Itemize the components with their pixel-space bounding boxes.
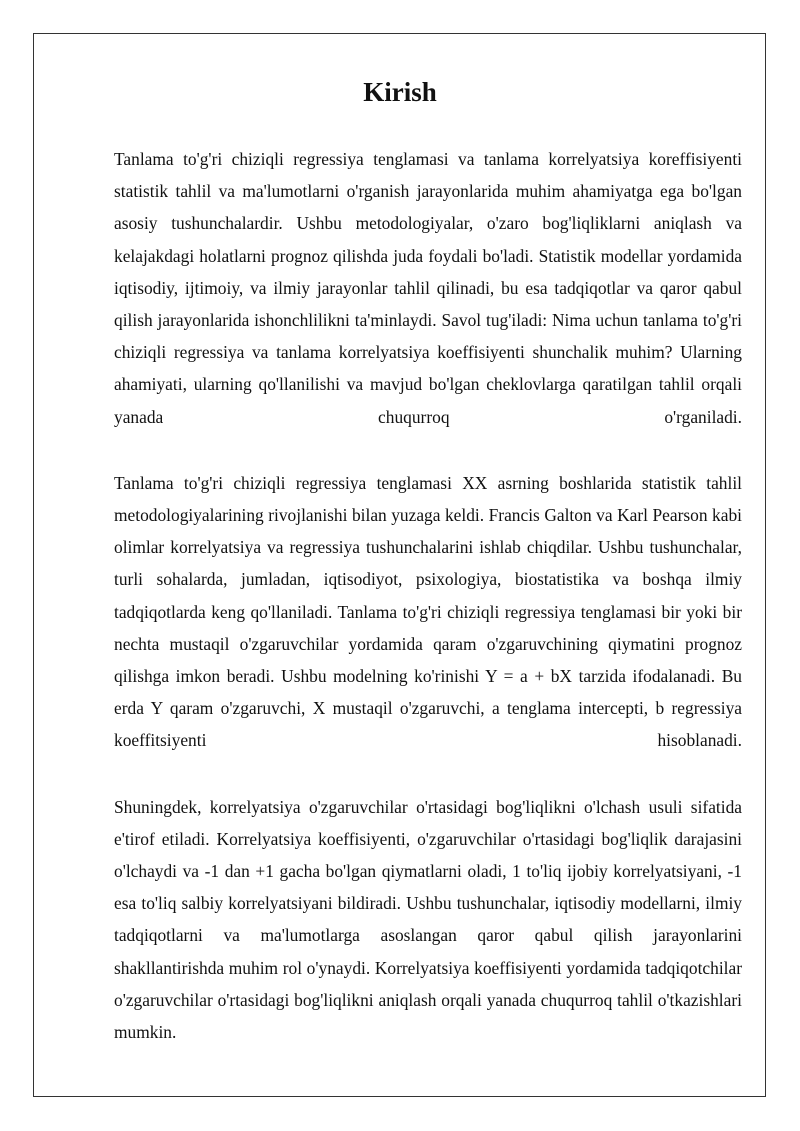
page-title: Kirish (363, 77, 437, 107)
paragraph-correlation: Shuningdek, korrelyatsiya o'zgaruvchilar o'rtasidagi bog'liqlikni o'lchash usuli sifatida e'tirof etiladi. Korrelyatsiya koeffisiyenti, o'zgaruvchilar o'rtasidagi bog'liqlik darajasini o'lchaydi va -1 dan +1 gacha bo'lgan qiymatlarni oladi, 1 to'liq ijobiy korrelyatsiyani, -1 esa to'liq salbiy korrelyatsiyani bildiradi. Ushbu tushunchalar, iqtisodiy modellarni, ilmiy tadqiqotlarni va ma'lumotlarga asoslangan qaror qabul qilish jarayonlarini shakllantirishda muhim rol o'ynaydi. Korrelyatsiya koeffisiyenti yordamida tadqiqotchilar o'zgaruvchilar o'rtasidagi bog'liqlikni aniqlash orqali yanada chuqurroq tahlil o'tkazishlari mumkin. (114, 796, 742, 1043)
paragraph-history: Tanlama to'g'ri chiziqli regressiya tenglamasi XX asrning boshlarida statistik tahlil metodologiyalarining rivojlanishi bilan yuzaga keldi. Francis Galton va Karl Pearson kabi olimlar korrelyatsiya va regressiya tushunchalarini ishlab chiqdilar. Ushbu tushunchalar, turli sohalarda, jumladan, iqtisodiyot, psixologiya, biostatistika va boshqa ilmiy tadqiqotlarda keng qo'llaniladi. Tanlama to'g'ri chiziqli regressiya tenglamasi bir yoki bir nechta mustaqil o'zgaruvchilar yordamida qaram o'zgaruvchining qiymatini prognoz qilishga imkon beradi. Ushbu modelning ko'rinishi Y = a + bX tarzida ifodalanadi. Bu erda Y qaram o'zgaruvchi, X mustaqil o'zgaruvchi, a tenglama intercepti, b regressiya koeffitsiyenti hisoblanadi. (114, 472, 742, 751)
paragraph-intro: Tanlama to'g'ri chiziqli regressiya tenglamasi va tanlama korrelyatsiya koreffisiyenti statistik tahlil va ma'lumotlarni o'rganish jarayonlarida muhim ahamiyatga ega bo'lgan asosiy tushunchalardir. Ushbu metodologiyalar, o'zaro bog'liqliklarni aniqlash va kelajakdagi holatlarni prognoz qilishda juda foydali bo'ladi. Statistik modellar yordamida iqtisodiy, ijtimoiy, va ilmiy jarayonlar tahlil qilinadi, bu esa tadqiqotlar va qaror qabul qilish jarayonlarida ishonchlilikni ta'minlaydi. Savol tug'iladi: Nima uchun tanlama to'g'ri chiziqli regressiya va tanlama korrelyatsiya koeffisiyenti shunchalik muhim? Ularning ahamiyati, ularning qo'llanilishi va mavjud bo'lgan cheklovlarga qaratilgan tahlil orqali yanada chuqurroq o'rganiladi. (114, 149, 742, 427)
document-body (114, 143, 742, 1082)
